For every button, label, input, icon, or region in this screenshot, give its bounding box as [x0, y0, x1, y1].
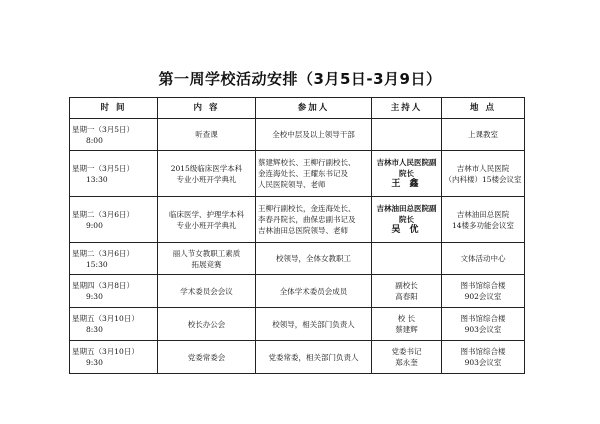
cell-content-line: 拓展竞赛 — [191, 259, 222, 269]
schedule-table — [69, 97, 525, 374]
cell-host — [372, 197, 442, 243]
cell-time — [70, 341, 158, 374]
cell-host-line: 校 长 — [397, 314, 416, 323]
table-row — [70, 197, 525, 243]
time-day: 星期二（3月6日） — [72, 209, 135, 219]
header-host: 主持人 — [372, 98, 442, 119]
cell-people-line: 校领导，相关部门负责人 — [272, 319, 355, 329]
table-row — [70, 275, 525, 308]
cell-people — [256, 275, 372, 308]
time-hour: 9:30 — [86, 292, 103, 301]
cell-content-line: 专业小班开学典礼 — [176, 174, 237, 184]
header-people: 参加人 — [256, 98, 372, 119]
cell-place-line: 文体活动中心 — [460, 254, 506, 263]
time-hour: 15:30 — [86, 259, 108, 269]
cell-time — [70, 275, 158, 308]
schedule-body — [70, 119, 525, 374]
cell-content-line: 学术委员会会议 — [180, 286, 233, 296]
cell-people-line: 李春丹院长，曲保忠副书记及 — [258, 215, 356, 224]
cell-place — [442, 151, 525, 197]
cell-people-line: 金连海处长、王耀东书记及 — [258, 169, 348, 178]
cell-content-line: 2015级临床医学本科 — [170, 163, 243, 173]
cell-people-line: 全体学术委员会成员 — [279, 286, 348, 296]
cell-people-line: 党委常委，相关部门负责人 — [268, 352, 359, 362]
cell-host-line: 郑永奎 — [395, 358, 418, 367]
header-place: 地 点 — [442, 98, 525, 119]
cell-content-line: 丽人节女教职工素质 — [172, 248, 241, 258]
table-row — [70, 151, 525, 197]
cell-content — [158, 341, 256, 374]
cell-host-line: 蔡建辉 — [395, 325, 418, 334]
cell-place-line: （内科楼）15楼会议室 — [444, 174, 522, 184]
cell-content — [158, 119, 256, 151]
cell-content — [158, 197, 256, 243]
cell-place-line: 吉林油田总医院 — [456, 209, 510, 219]
cell-place-line: 903会议室 — [464, 325, 502, 334]
cell-time — [70, 308, 158, 341]
table-row — [70, 341, 525, 374]
cell-people-line: 校领导，全体女教职工 — [276, 254, 351, 263]
cell-content — [158, 275, 256, 308]
time-day: 星期五（3月10日） — [72, 347, 139, 356]
cell-people — [256, 151, 372, 197]
time-day: 星期五（3月10日） — [72, 314, 139, 323]
cell-place-line: 吉林市人民医院 — [456, 163, 510, 173]
time-hour: 8:30 — [86, 325, 103, 334]
document-title: 第一周学校活动安排（3月5日-3月9日） — [158, 70, 442, 88]
header-row — [70, 98, 525, 119]
time-hour: 13:30 — [86, 174, 108, 184]
cell-host-line: 吉林油田总医院副院长 — [376, 204, 437, 224]
cell-host — [372, 341, 442, 374]
time-hour: 9:30 — [86, 358, 103, 367]
cell-host — [372, 308, 442, 341]
cell-host — [372, 275, 442, 308]
cell-content-line: 专业小班开学典礼 — [176, 220, 237, 230]
cell-people-line: 全校中层及以上领导干部 — [272, 130, 355, 139]
cell-people-line: 王柳行副校长，金连海处长、 — [258, 204, 356, 213]
table-row — [70, 119, 525, 151]
cell-content-line: 校长办公会 — [187, 319, 226, 329]
cell-host — [372, 243, 442, 275]
cell-host-line: 副校长 — [395, 281, 418, 290]
cell-people — [256, 243, 372, 275]
cell-place-line: 14楼多功能会议室 — [451, 220, 515, 230]
time-day: 星期二（3月6日） — [72, 248, 135, 258]
time-hour: 9:00 — [86, 220, 103, 230]
cell-place — [442, 308, 525, 341]
cell-people-line: 人民医院领导、老师 — [258, 180, 326, 189]
cell-time — [70, 197, 158, 243]
cell-content — [158, 308, 256, 341]
time-hour: 8:00 — [86, 135, 103, 145]
cell-place — [442, 119, 525, 151]
cell-place — [442, 275, 525, 308]
cell-people-line: 吉林油田总医院领导、老师 — [258, 226, 348, 235]
cell-time — [70, 243, 158, 275]
cell-content — [158, 243, 256, 275]
cell-place-line: 903会议室 — [464, 358, 502, 367]
time-day: 星期四（3月8日） — [72, 281, 135, 290]
cell-people — [256, 197, 372, 243]
cell-content-line: 临床医学、护理学本科 — [169, 209, 244, 219]
cell-host — [372, 119, 442, 151]
table-row — [70, 308, 525, 341]
cell-people-line: 蔡建辉校长、王柳行副校长、 — [258, 158, 356, 167]
header-content: 内 容 — [158, 98, 256, 119]
cell-place-line: 902会议室 — [464, 292, 502, 301]
cell-place-line: 图书馆综合楼 — [460, 281, 506, 290]
cell-host-line: 王 鑫 — [391, 179, 422, 189]
cell-place-line: 图书馆综合楼 — [460, 314, 506, 323]
cell-host — [372, 151, 442, 197]
time-day: 星期一（3月5日） — [72, 124, 135, 134]
cell-content-line: 听查课 — [195, 130, 218, 139]
time-day: 星期一（3月5日） — [72, 163, 135, 173]
cell-host-line: 党委书记 — [391, 347, 422, 356]
cell-time — [70, 151, 158, 197]
cell-place-line: 上课教室 — [468, 130, 498, 139]
cell-people — [256, 341, 372, 374]
cell-host-line: 高春阳 — [395, 292, 418, 301]
cell-content-line: 党委常委会 — [187, 352, 226, 362]
cell-time — [70, 119, 158, 151]
cell-host-line: 吉林市人民医院副院长 — [376, 158, 437, 178]
header-time: 时 间 — [70, 98, 158, 119]
cell-people — [256, 119, 372, 151]
cell-place — [442, 341, 525, 374]
cell-place — [442, 197, 525, 243]
cell-host-line: 吴 优 — [391, 225, 422, 235]
cell-place-line: 图书馆综合楼 — [460, 347, 506, 356]
table-row — [70, 243, 525, 275]
cell-place — [442, 243, 525, 275]
cell-content — [158, 151, 256, 197]
cell-people — [256, 308, 372, 341]
